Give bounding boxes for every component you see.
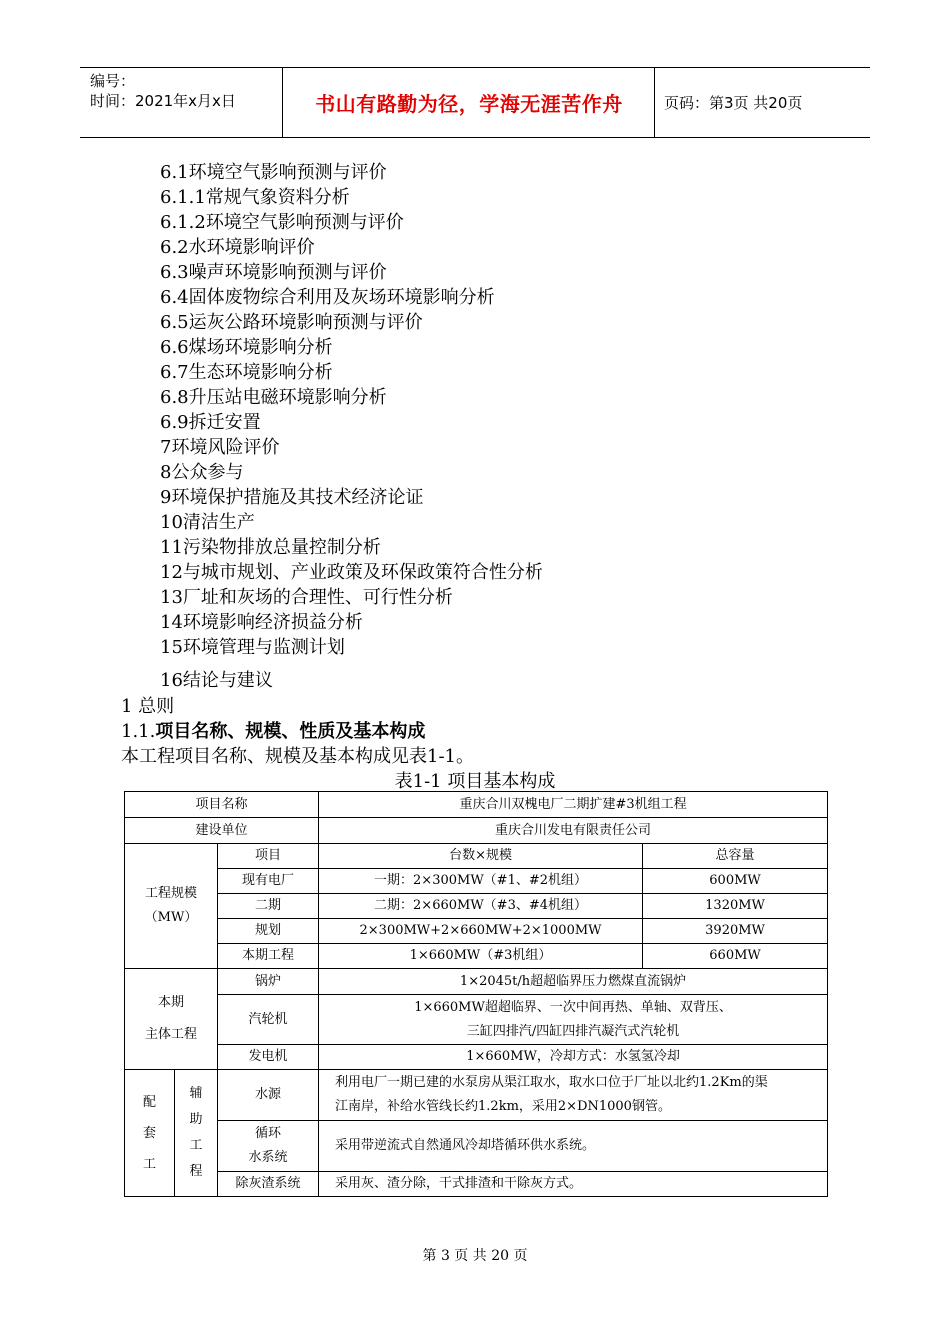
scale-config: 2×300MW+2×660MW+2×1000MW <box>319 919 643 944</box>
header-meta <box>90 71 236 111</box>
toc-item: 7环境风险评价 <box>160 437 280 458</box>
scale-config: 1×660MW（#3机组） <box>319 944 643 969</box>
scale-header-total: 总容量 <box>643 844 828 869</box>
scale-item: 现有电厂 <box>218 869 319 894</box>
toc-item: 14环境影响经济损益分析 <box>160 612 363 633</box>
circulation-label: 循环 水系统 <box>218 1121 319 1172</box>
main-works-label: 本期 主体工程 <box>125 969 218 1070</box>
toc-item: 9环境保护措施及其技术经济论证 <box>160 487 424 508</box>
table-row <box>125 919 828 944</box>
turbine-label: 汽轮机 <box>218 995 319 1045</box>
table-row <box>125 1070 828 1121</box>
toc-item: 16结论与建议 <box>160 670 273 691</box>
turbine-value: 1×660MW超超临界、一次中间再热、单轴、双背压、 三缸四排汽/四缸四排汽凝汽式汽轮机 <box>319 995 828 1045</box>
toc-item: 13厂址和灰场的合理性、可行性分析 <box>160 587 453 608</box>
toc-item: 10清洁生产 <box>160 512 255 533</box>
boiler-value: 1×2045t/h超超临界压力燃煤直流锅炉 <box>319 969 828 995</box>
header-page-info: 页码：第3页 共20页 <box>664 94 803 112</box>
toc-item: 11污染物排放总量控制分析 <box>160 537 381 558</box>
section-heading: 1.1.项目名称、规模、性质及基本构成 <box>121 721 426 742</box>
table-row <box>125 1121 828 1172</box>
unit-value: 重庆合川发电有限责任公司 <box>319 818 828 844</box>
toc-item: 6.5运灰公路环境影响预测与评价 <box>160 312 423 333</box>
table-row <box>125 894 828 919</box>
aux-works-label: 辅 助 工 程 <box>175 1070 218 1197</box>
water-source-label: 水源 <box>218 1070 319 1121</box>
table-row <box>125 1045 828 1070</box>
scale-total: 3920MW <box>643 919 828 944</box>
scale-total: 1320MW <box>643 894 828 919</box>
toc-item: 6.6煤场环境影响分析 <box>160 337 333 358</box>
scale-label: 工程规模 （MW） <box>125 844 218 969</box>
generator-label: 发电机 <box>218 1045 319 1070</box>
toc-item: 6.9拆迁安置 <box>160 412 261 433</box>
unit-label: 建设单位 <box>125 818 319 844</box>
scale-config: 一期：2×300MW（#1、#2机组） <box>319 869 643 894</box>
ash-system-label: 除灰渣系统 <box>218 1172 319 1197</box>
water-source-value: 利用电厂一期已建的水泵房从渠江取水，取水口位于厂址以北约1.2Km的渠 江南岸，补给水管线长约1.2km，采用2×DN1000钢管。 <box>319 1070 828 1121</box>
project-name-value: 重庆合川双槐电厂二期扩建#3机组工程 <box>319 792 828 818</box>
toc-item: 6.2水环境影响评价 <box>160 237 315 258</box>
toc-item: 15环境管理与监测计划 <box>160 637 345 658</box>
scale-config: 二期：2×660MW（#3、#4机组） <box>319 894 643 919</box>
table-row <box>125 792 828 818</box>
section-intro: 本工程项目名称、规模及基本构成见表1-1。 <box>121 746 474 767</box>
circulation-value: 采用带逆流式自然通风冷却塔循环供水系统。 <box>319 1121 828 1172</box>
toc-item: 6.1环境空气影响预测与评价 <box>160 162 387 183</box>
table-row <box>125 969 828 995</box>
page-footer: 第 3 页 共 20 页 <box>422 1248 528 1264</box>
toc-item: 6.1.1常规气象资料分析 <box>160 187 350 208</box>
table-row <box>125 1172 828 1197</box>
table-row <box>125 869 828 894</box>
scale-total: 660MW <box>643 944 828 969</box>
table-row <box>125 995 828 1045</box>
scale-item: 规划 <box>218 919 319 944</box>
header-motto: 书山有路勤为径，学海无涯苦作舟 <box>315 92 623 116</box>
scale-item: 本期工程 <box>218 944 319 969</box>
toc-item: 8公众参与 <box>160 462 244 483</box>
table-row <box>125 944 828 969</box>
project-name-label: 项目名称 <box>125 792 319 818</box>
toc-item: 6.7生态环境影响分析 <box>160 362 333 383</box>
project-composition-table <box>124 791 828 1197</box>
toc-item: 6.4固体废物综合利用及灰场环境影响分析 <box>160 287 495 308</box>
scale-header-item: 项目 <box>218 844 319 869</box>
table-of-contents <box>160 160 543 693</box>
toc-item: 12与城市规划、产业政策及环保政策符合性分析 <box>160 562 543 583</box>
scale-total: 600MW <box>643 869 828 894</box>
scale-item: 二期 <box>218 894 319 919</box>
chapter-title: 1 总则 <box>121 696 175 717</box>
page-header <box>80 67 870 138</box>
toc-item: 6.8升压站电磁环境影响分析 <box>160 387 387 408</box>
scale-header-config: 台数×规模 <box>319 844 643 869</box>
doc-date: 时间：2021年x月x日 <box>90 92 236 110</box>
table-row <box>125 844 828 869</box>
generator-value: 1×660MW，冷却方式：水氢氢冷却 <box>319 1045 828 1070</box>
support-works-label: 配 套 工 <box>125 1070 175 1197</box>
toc-item: 6.3噪声环境影响预测与评价 <box>160 262 387 283</box>
doc-number-label: 编号： <box>90 72 136 90</box>
ash-system-value: 采用灰、渣分除，干式排渣和干除灰方式。 <box>319 1172 828 1197</box>
toc-item: 6.1.2环境空气影响预测与评价 <box>160 212 404 233</box>
boiler-label: 锅炉 <box>218 969 319 995</box>
table-row <box>125 818 828 844</box>
table-caption: 表1-1 项目基本构成 <box>394 771 556 792</box>
